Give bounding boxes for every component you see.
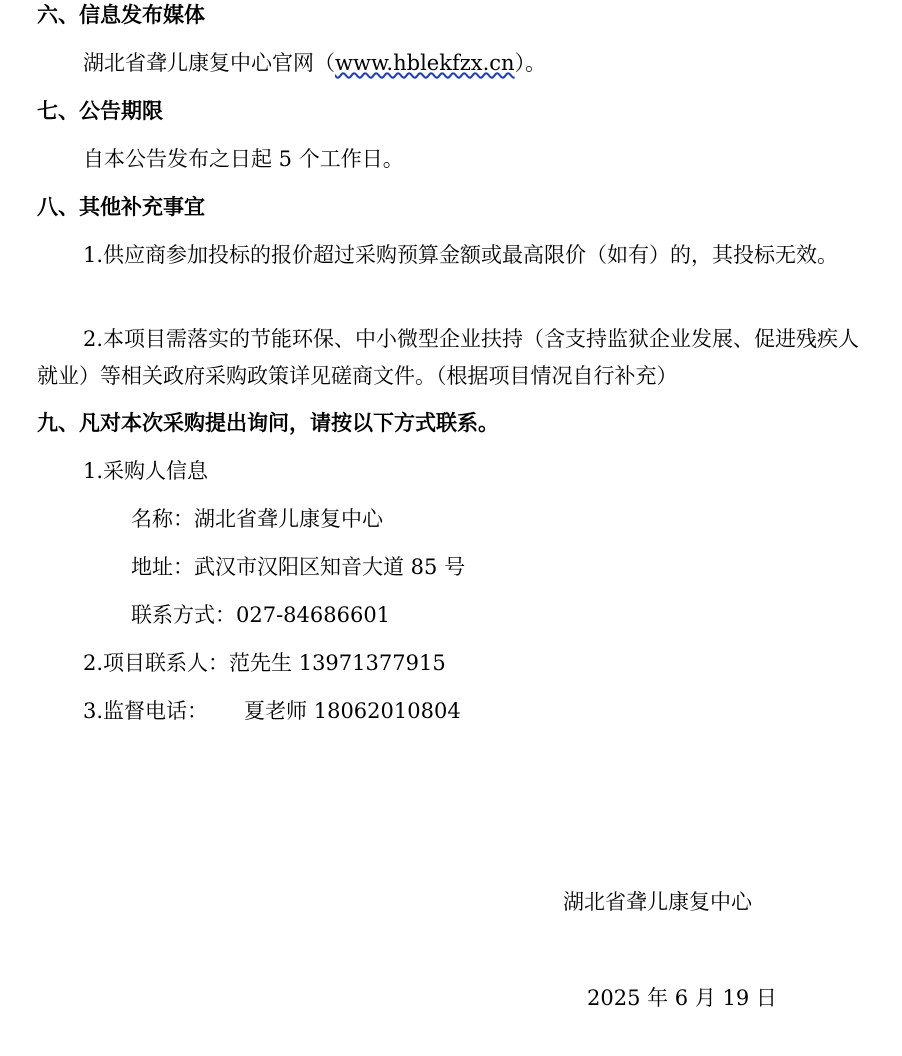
purchaser-contact: 联系方式：027-84686601 — [131, 603, 391, 627]
signature-date: 2025 年 6 月 19 日 — [587, 986, 777, 1010]
section-six-text-after: ）。 — [514, 51, 547, 75]
section-eight-heading: 八、其他补充事宜 — [37, 195, 205, 219]
supervision-label: 3.监督电话： — [83, 699, 209, 723]
purchaser-address: 地址：武汉市汉阳区知音大道 85 号 — [131, 555, 466, 579]
purchaser-name: 名称：湖北省聋儿康复中心 — [131, 507, 383, 531]
website-link[interactable]: www.hblekfzx.cn — [335, 51, 515, 75]
supervision-phone — [83, 696, 461, 726]
section-seven-text: 自本公告发布之日起 5 个工作日。 — [83, 147, 404, 171]
section-six-heading: 六、信息发布媒体 — [37, 3, 205, 27]
section-eight-item-1: 1.供应商参加投标的报价超过采购预算金额或最高限价（如有）的，其投标无效。 — [83, 243, 839, 267]
section-seven-heading: 七、公告期限 — [37, 99, 163, 123]
purchaser-info-title: 1.采购人信息 — [83, 459, 209, 483]
project-contact: 2.项目联系人：范先生 13971377915 — [83, 651, 446, 675]
section-eight-item-2: 2.本项目需落实的节能环保、中小微型企业扶持（含支持监狱企业发展、促进残疾人就业）等相关政府采购政策详见磋商文件。（根据项目情况自行补充） — [37, 327, 860, 388]
supervision-value: 夏老师 18062010804 — [244, 699, 461, 723]
section-nine-heading: 九、凡对本次采购提出询问，请按以下方式联系。 — [37, 411, 499, 435]
section-six-text — [83, 48, 546, 78]
signature-org: 湖北省聋儿康复中心 — [563, 890, 752, 914]
section-six-text-before: 湖北省聋儿康复中心官网（ — [83, 51, 335, 75]
